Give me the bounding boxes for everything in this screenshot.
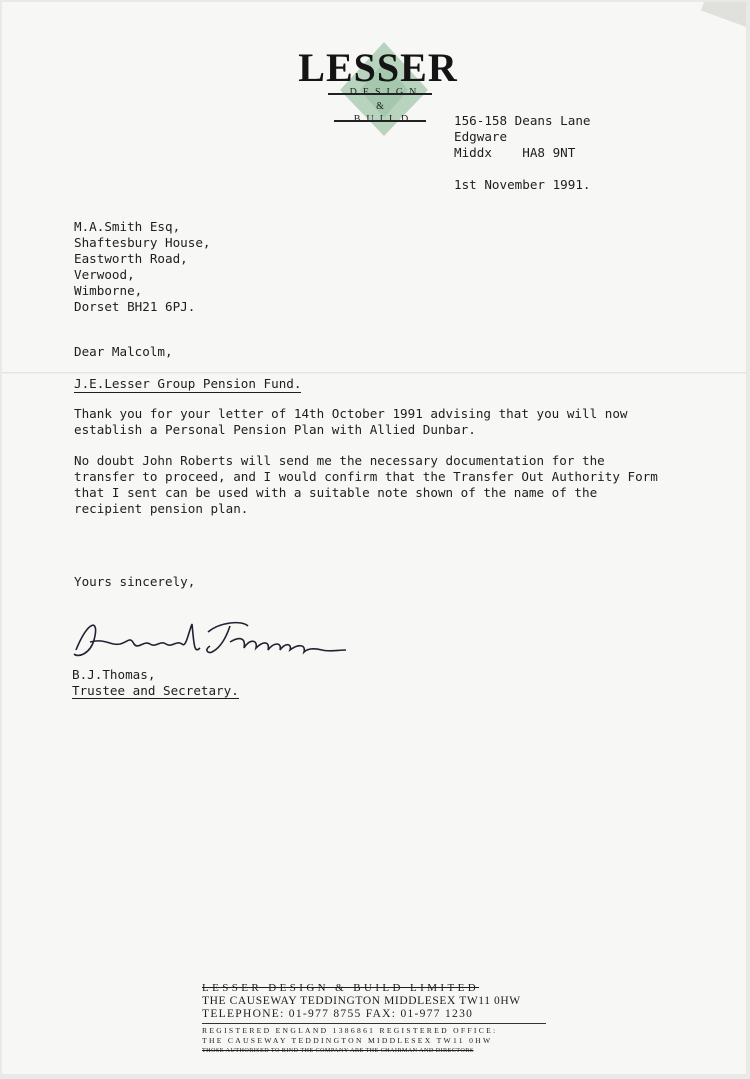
footer-registered: REGISTERED ENGLAND 1386861 REGISTERED OFFICE: [202, 1026, 498, 1035]
logo-build-strike [334, 120, 426, 122]
salutation: Dear Malcolm, [74, 344, 173, 359]
page-corner [701, 2, 746, 31]
company-logo [298, 42, 468, 142]
letter-page [2, 2, 746, 1074]
footer-phone: TELEPHONE: 01-977 8755 FAX: 01-977 1230 [202, 1008, 474, 1020]
handwritten-signature [70, 614, 360, 664]
logo-wordmark: LESSER [298, 45, 458, 90]
signer-title: Trustee and Secretary. [72, 683, 239, 698]
closing: Yours sincerely, [74, 574, 196, 589]
body-paragraph-2: No doubt John Roberts will send me the necessary documentation for the transfer to proceed, and I would confirm that the Transfer Out Authority Form that I sent can be used with a suitable note shown of the name of the recipient pension plan. [74, 453, 658, 516]
signer-block [72, 667, 239, 699]
footer-rule [202, 1023, 546, 1024]
letter-date: 1st November 1991. [454, 177, 591, 192]
footer-address: THE CAUSEWAY TEDDINGTON MIDDLESEX TW11 0HW [202, 995, 521, 1007]
logo-ampersand: & [376, 101, 384, 112]
body-paragraph-1: Thank you for your letter of 14th October 1991 advising that you will now establish a Personal Pension Plan with Allied Dunbar. [74, 406, 628, 437]
logo-design-strike [328, 93, 432, 95]
paper-fold [2, 372, 746, 374]
footer-reg-address: THE CAUSEWAY TEDDINGTON MIDDLESEX TW11 0HW [202, 1036, 493, 1045]
sender-address: 156-158 Deans Lane Edgware Middx HA8 9NT [454, 113, 591, 160]
footer-authorised: THOSE AUTHORISED TO BIND THE COMPANY ARE THE CHAIRMAN AND DIRECTORS [202, 1047, 474, 1054]
subject-line: J.E.Lesser Group Pension Fund. [74, 376, 302, 391]
signer-name: B.J.Thomas, [72, 667, 156, 682]
letterhead-footer [202, 982, 546, 1055]
footer-company: LESSER DESIGN & BUILD LIMITED [202, 982, 480, 994]
recipient-address: M.A.Smith Esq, Shaftesbury House, Eastworth Road, Verwood, Wimborne, Dorset BH21 6PJ. [74, 219, 211, 314]
